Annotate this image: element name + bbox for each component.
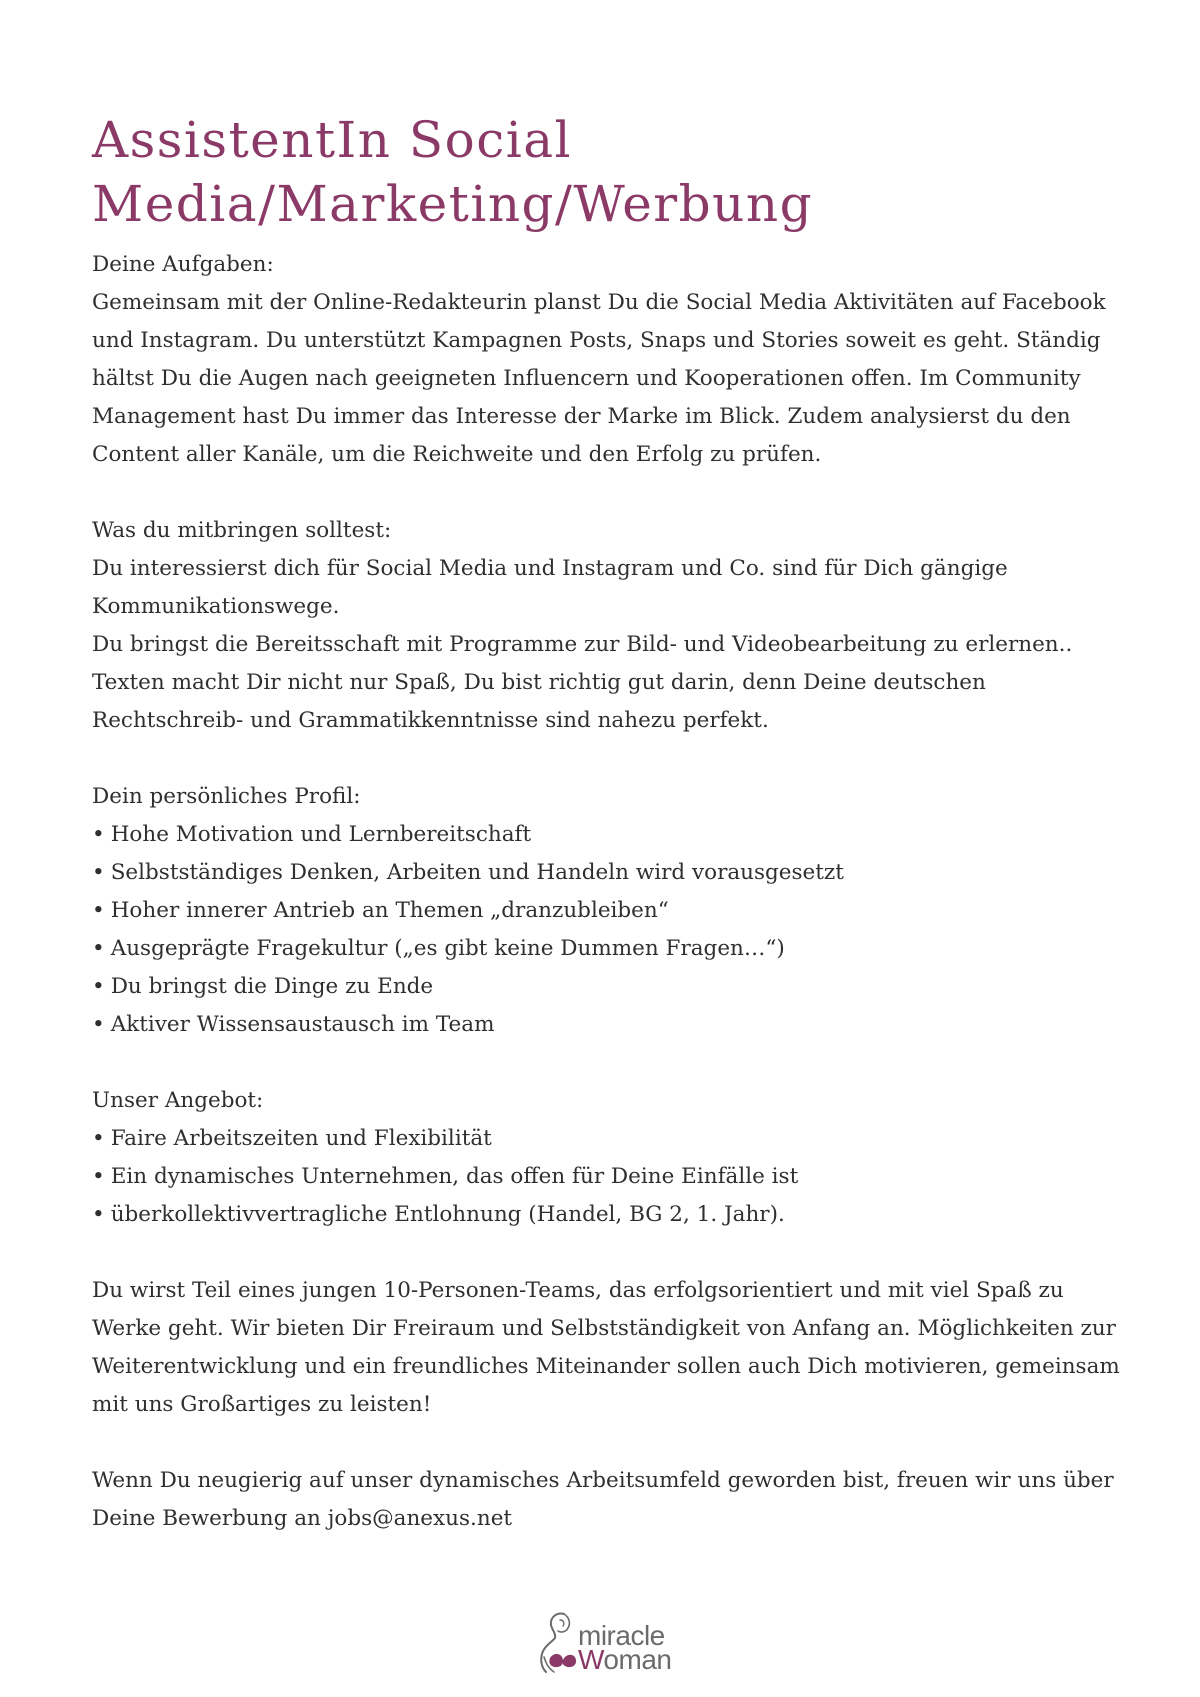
list-item-text: Ein dynamisches Unternehmen, das offen für Deine Einfälle ist: [110, 1164, 799, 1189]
section-profil: [92, 778, 1122, 1044]
logo-line-1: miracle: [578, 1620, 665, 1651]
logo-initial: W: [578, 1644, 604, 1675]
profil-list: [92, 816, 1122, 1044]
bullet-icon: •: [92, 860, 105, 885]
section-paragraph: Wenn Du neugierig auf unser dynamisches Arbeitsumfeld geworden bist, freuen wir uns über Deine Bewerbung an jobs@anexus.net: [92, 1468, 1114, 1531]
section-bewerbung: [92, 1462, 1122, 1538]
job-content: [92, 246, 1122, 1538]
section-paragraph: Gemeinsam mit der Online-Redakteurin planst Du die Social Media Aktivitäten auf Facebook und Instagram. Du unterstützt Kampagnen Posts, Snaps und Stories soweit es geht. Ständig hältst Du die Augen nach geeigneten Influencern und Kooperationen offen. Im Community Management hast Du immer das Interesse der Marke im Blick. Zudem analysierst du den Content aller Kanäle, um die Reichweite und den Erfolg zu prüfen.: [92, 290, 1106, 467]
section-heading: Dein persönliches Profil:: [92, 784, 361, 809]
list-item: [92, 1006, 1122, 1044]
list-item: [92, 816, 1122, 854]
list-item-text: Hohe Motivation und Lernbereitschaft: [110, 822, 532, 847]
logo-line-2: [578, 1644, 672, 1675]
bullet-icon: •: [92, 936, 105, 961]
list-item: [92, 930, 1122, 968]
logo-line-2-rest: oman: [603, 1644, 672, 1675]
miracle-woman-logo: [530, 1608, 690, 1678]
list-item: [92, 892, 1122, 930]
section-paragraph: Du bringst die Bereitsschaft mit Programme zur Bild- und Videobearbeitung zu erlernen.. Texten macht Dir nicht nur Spaß, Du bist richtig gut darin, denn Deine deutschen Rechtschreib- und Grammatikkenntnisse sind nahezu perfekt.: [92, 632, 1073, 733]
section-paragraph: Du interessierst dich für Social Media und Instagram und Co. sind für Dich gängige Kommunikationswege.: [92, 556, 1008, 619]
angebot-list: [92, 1120, 1122, 1234]
bullet-icon: •: [92, 1202, 105, 1227]
list-item-text: Hoher innerer Antrieb an Themen „dranzubleiben“: [110, 898, 669, 923]
section-mitbringen: [92, 512, 1122, 740]
job-posting: [92, 108, 1122, 1576]
section-aufgaben: [92, 246, 1122, 474]
list-item-text: überkollektivvertragliche Entlohnung (Handel, BG 2, 1. Jahr).: [110, 1202, 785, 1227]
list-item-text: Aktiver Wissensaustausch im Team: [110, 1012, 495, 1037]
bullet-icon: •: [92, 898, 105, 923]
list-item: [92, 968, 1122, 1006]
bullet-icon: •: [92, 1012, 105, 1037]
section-team: [92, 1272, 1122, 1424]
list-item-text: Faire Arbeitszeiten und Flexibilität: [110, 1126, 492, 1151]
section-paragraph: Du wirst Teil eines jungen 10-Personen-Teams, das erfolgsorientiert und mit viel Spaß zu Werke geht. Wir bieten Dir Freiraum und Selbstständigkeit von Anfang an. Möglichkeiten zur Weiterentwicklung und ein freundliches Miteinander sollen auch Dich motivieren, gemeinsam mit uns Großartiges zu leisten!: [92, 1278, 1120, 1417]
section-heading: Was du mitbringen solltest:: [92, 518, 392, 543]
list-item-text: Du bringst die Dinge zu Ende: [110, 974, 434, 999]
list-item: [92, 1120, 1122, 1158]
section-heading: Deine Aufgaben:: [92, 252, 274, 277]
section-angebot: [92, 1082, 1122, 1234]
job-title-line-1: AssistentIn Social: [92, 111, 573, 169]
bullet-icon: •: [92, 822, 105, 847]
logo-wordmark: [578, 1620, 672, 1675]
list-item: [92, 1158, 1122, 1196]
bullet-icon: •: [92, 1126, 105, 1151]
list-item-text: Ausgeprägte Fragekultur („es gibt keine Dummen Fragen…“): [110, 936, 785, 961]
section-heading: Unser Angebot:: [92, 1088, 264, 1113]
list-item-text: Selbstständiges Denken, Arbeiten und Handeln wird vorausgesetzt: [110, 860, 844, 885]
list-item: [92, 854, 1122, 892]
list-item: [92, 1196, 1122, 1234]
job-title-line-2: Media/Marketing/Werbung: [92, 175, 814, 233]
bullet-icon: •: [92, 1164, 105, 1189]
bullet-icon: •: [92, 974, 105, 999]
job-title: [92, 108, 1122, 236]
